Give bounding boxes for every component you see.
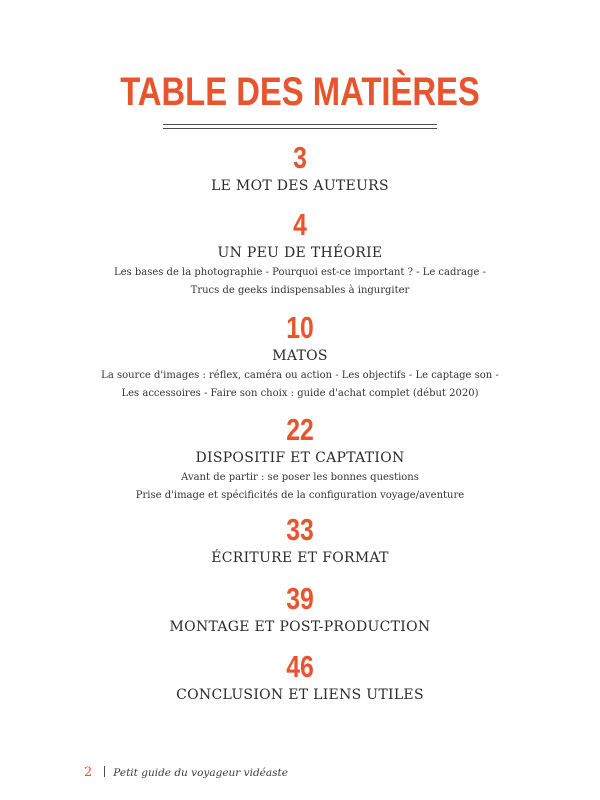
toc-entry[interactable] [0,650,600,705]
footer-page-number: 2 [84,765,93,780]
title-rule-bottom [163,128,437,129]
toc-entry[interactable] [0,413,600,505]
toc-entry[interactable] [0,141,600,196]
toc-entry[interactable] [0,513,600,568]
toc-heading: LE MOT DES AUTEURS [211,178,389,194]
toc-heading: UN PEU DE THÉORIE [217,245,383,261]
toc-page-number: 4 [293,207,307,242]
toc-heading: ÉCRITURE ET FORMAT [211,550,389,566]
toc-subtopic-line: Trucs de geeks indispensables à ingurgiter [190,285,410,296]
toc-subtopic-line: La source d'images : réflex, caméra ou action - Les objectifs - Le captage son - [101,370,499,381]
toc-page-number: 10 [286,310,314,345]
toc-heading: MONTAGE ET POST-PRODUCTION [169,619,431,635]
toc-entry[interactable] [0,208,600,300]
toc-page-number: 3 [293,140,307,175]
footer-book-title: Petit guide du voyageur vidéaste [113,767,288,779]
toc-page-number: 22 [286,412,314,447]
toc-subtopic-line: Avant de partir : se poser les bonnes questions [181,472,419,483]
toc-entry[interactable] [0,311,600,403]
toc-heading: MATOS [272,348,328,364]
page-footer [84,764,288,781]
toc-entry[interactable] [0,582,600,637]
toc-subtopic-line: Prise d'image et spécificités de la configuration voyage/aventure [135,490,465,501]
footer-separator [104,766,105,777]
page-title: TABLE DES MATIÈRES [120,70,480,114]
toc-heading: CONCLUSION ET LIENS UTILES [176,687,424,703]
toc-page-number: 33 [286,512,314,547]
toc-heading: DISPOSITIF ET CAPTATION [195,450,405,466]
title-rule-top [163,124,437,125]
toc-subtopic-line: Les bases de la photographie - Pourquoi est-ce important ? - Le cadrage - [113,267,487,278]
toc-page-number: 46 [286,649,314,684]
toc-page-number: 39 [286,581,314,616]
toc-subtopic-line: Les accessoires - Faire son choix : guide d'achat complet (début 2020) [121,388,479,399]
